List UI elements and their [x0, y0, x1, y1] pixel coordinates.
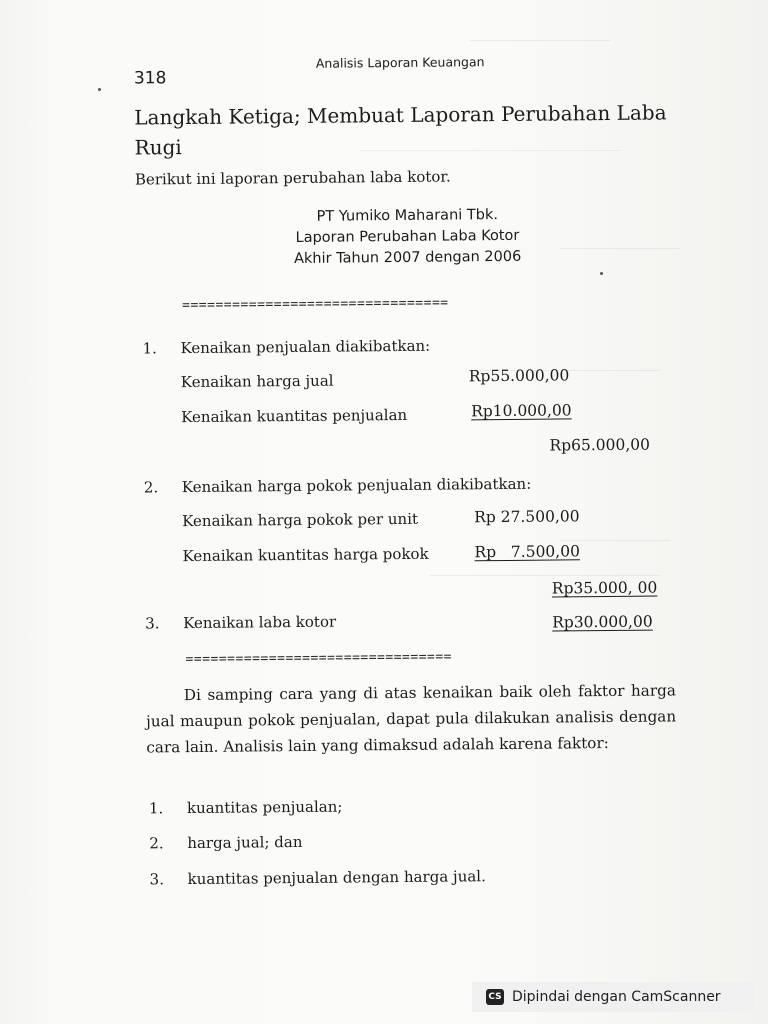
- section-title-line-1: Langkah Ketiga; Membuat Laporan Perubahan Laba: [134, 100, 667, 130]
- rule-top: ================================: [182, 295, 449, 314]
- factor-1-text: kuantitas penjualan;: [186, 797, 343, 818]
- running-header: Analisis Laporan Keuangan: [315, 54, 485, 71]
- item-3-number: 3.: [145, 614, 160, 633]
- item-1-line-1-amount: Rp55.000,00: [468, 366, 570, 386]
- factor-3-number: 3.: [149, 870, 165, 889]
- scan-speck: [98, 88, 101, 91]
- intro-text: Berikut ini laporan perubahan laba kotor.: [134, 167, 451, 189]
- item-3-title: Kenaikan laba kotor: [183, 612, 337, 633]
- rule-bottom: ================================: [185, 649, 453, 668]
- factor-3-text: kuantitas penjualan dengan harga jual.: [187, 867, 486, 889]
- factor-2-number: 2.: [149, 834, 164, 853]
- body-paragraph-text: Di samping cara yang di atas kenaikan baik oleh faktor harga jual maupun pokok penjualan, dapat pula dilakukan analisis dengan cara lain. Analisis lain yang dimaksud adalah karena faktor:: [146, 681, 677, 757]
- report-company: PT Yumiko Maharani Tbk.: [316, 207, 499, 225]
- item-2-line-2-label: Kenaikan kuantitas harga pokok: [182, 544, 429, 566]
- item-2-line-1-amount: Rp 27.500,00: [474, 507, 580, 527]
- item-1-line-2-label: Kenaikan kuantitas penjualan: [181, 405, 408, 427]
- item-1-line-1-label: Kenaikan harga jual: [180, 371, 334, 392]
- body-paragraph: [146, 677, 677, 760]
- item-1-line-2-amount: Rp10.000,00: [471, 401, 572, 421]
- scan-speck: [600, 272, 603, 275]
- item-1-title: Kenaikan penjualan diakibatkan:: [180, 336, 431, 358]
- item-2-number: 2.: [143, 478, 159, 497]
- camscanner-icon: CS: [486, 989, 504, 1005]
- item-2-total: Rp35.000, 00: [551, 578, 658, 598]
- section-title: [134, 97, 675, 162]
- item-1-number: 1.: [142, 339, 157, 358]
- item-3-total: Rp30.000,00: [552, 612, 653, 632]
- item-2-line-1-label: Kenaikan harga pokok per unit: [182, 509, 419, 531]
- report-title: Laporan Perubahan Laba Kotor: [295, 227, 520, 246]
- factor-2-text: harga jual; dan: [187, 832, 303, 853]
- factor-1-number: 1.: [148, 799, 164, 818]
- item-1-total: Rp65.000,00: [549, 435, 651, 455]
- page-number: 318: [133, 68, 167, 89]
- report-heading: [257, 204, 558, 270]
- section-title-line-2: Rugi: [134, 135, 182, 160]
- report-period: Akhir Tahun 2007 dengan 2006: [293, 248, 522, 268]
- item-2-line-2-amount: Rp 7.500,00: [474, 542, 580, 562]
- camscanner-watermark: [472, 982, 754, 1012]
- item-2-title: Kenaikan harga pokok penjualan diakibatkan:: [181, 474, 532, 497]
- camscanner-label: Dipindai dengan CamScanner: [512, 989, 721, 1005]
